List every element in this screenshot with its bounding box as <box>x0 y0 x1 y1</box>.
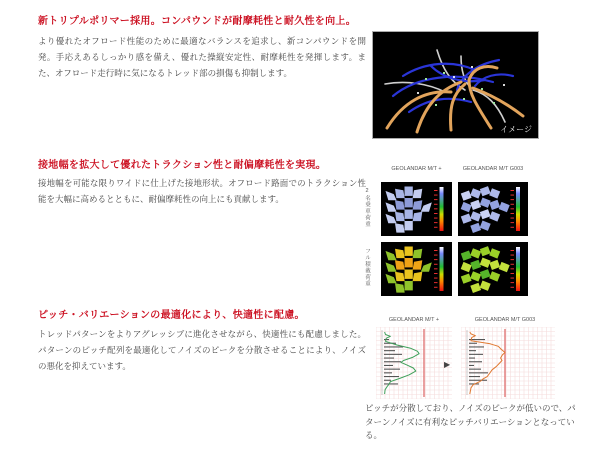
compound-body: より優れたオフロード性能のために最適なバランスを追求し、新コンパウンドを開発。手応えあるしっかり感を備え、優れた操縦安定性、耐摩耗性を発揮します。また、オフロード走行時に気になるトレッド部の損傷も抑制します。 <box>38 36 366 78</box>
contact-heading: 接地幅を拡大して優れたトラクション性と耐偏摩耗性を実現。 <box>38 160 327 171</box>
contact-patch-mtplus-2passenger <box>381 182 452 236</box>
contact-patch-g003-2passenger <box>458 182 528 236</box>
compound-heading: 新トリプルポリマー採用。コンパウンドが耐摩耗性と耐久性を向上。 <box>38 16 356 27</box>
polymer-strands-graphic <box>373 32 538 138</box>
noise-profile-graphic <box>376 327 452 399</box>
contact-patch-graphic <box>458 242 528 296</box>
transition-arrow-icon: ▶ <box>444 360 451 369</box>
pitch-body: トレッドパターンをよりアグレッシブに進化させながら、快適性にも配慮しました。パターンのピッチ配列を最適化してノイズのピークを分散させることにより、ノイズの悪化を抑えています。 <box>38 329 366 371</box>
noise-chart-g003 <box>461 327 555 399</box>
pitch-caption: ピッチが分散しており、ノイズのピークが低いので、パターンノイズに有利なピッチバリエーションとなっている。 <box>365 403 576 440</box>
contact-patch-graphic <box>381 182 452 236</box>
noise-chart-title-mtplus: GEOLANDAR M/T + <box>388 317 440 323</box>
contact-body: 接地幅を可能な限りワイドに仕上げた接地形状。オフロード路面でのトラクション性能を大幅に高めるとともに、耐偏摩耗性の向上にも貢献します。 <box>38 178 366 204</box>
contact-row-label-2passenger: 2名乗車荷重 <box>364 188 370 228</box>
noise-profile-graphic <box>461 327 555 399</box>
contact-patch-mtplus-fullload <box>381 242 452 296</box>
image-label: イメージ <box>500 125 532 134</box>
pitch-heading: ピッチ・バリエーションの最適化により、快適性に配慮。 <box>38 310 305 321</box>
contact-column-title-mtplus: GEOLANDAR M/T + <box>391 166 442 172</box>
contact-column-title-g003: GEOLANDAR M/T G003 <box>462 166 524 172</box>
polymer-image <box>372 31 539 139</box>
contact-patch-graphic <box>458 182 528 236</box>
contact-row-label-fullload: フル積載荷重 <box>364 248 370 287</box>
noise-chart-title-g003: GEOLANDAR M/T G003 <box>474 317 536 323</box>
noise-chart-mtplus <box>376 327 452 399</box>
contact-patch-graphic <box>381 242 452 296</box>
contact-patch-g003-fullload <box>458 242 528 296</box>
